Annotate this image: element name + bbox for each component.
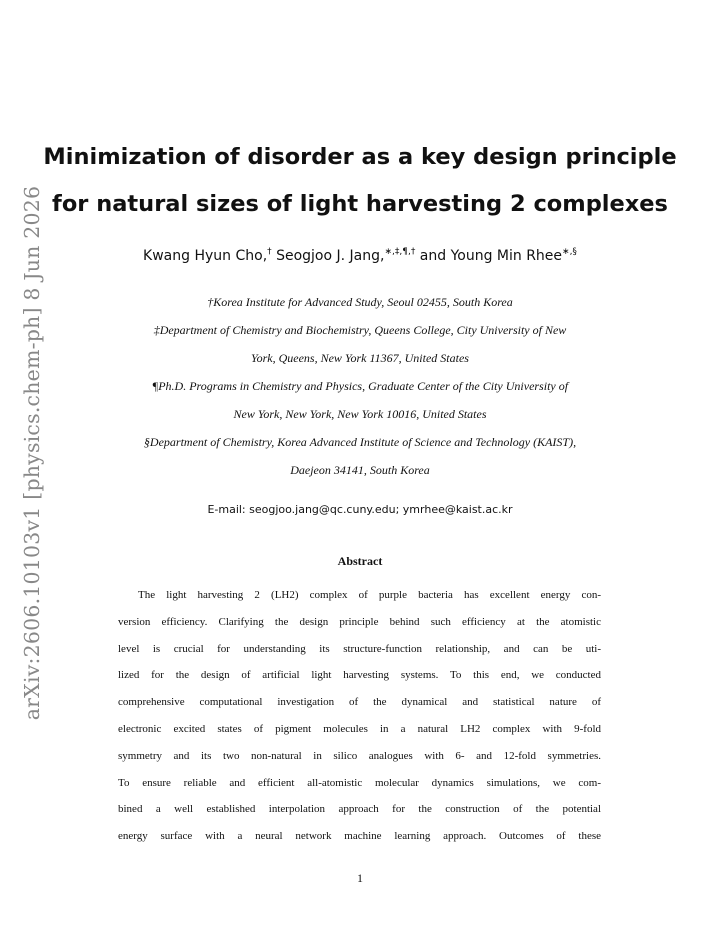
abstract-line: bined a well established interpolation approach for the construction of the potential <box>118 803 601 816</box>
affiliations <box>86 288 634 484</box>
author-name: Seogjoo J. Jang, <box>276 248 385 264</box>
abstract-line: energy surface with a neural network machine learning approach. Outcomes of these <box>118 830 601 843</box>
affiliation-line: Daejeon 34141, South Korea <box>290 463 430 477</box>
abstract-line: comprehensive computational investigation of the dynamical and statistical nature of <box>118 696 601 709</box>
paper-title <box>0 134 720 228</box>
abstract-line: level is crucial for understanding its structure-function relationship, and can be uti- <box>118 642 601 655</box>
abstract-line: symmetry and its two non-natural in silico analogues with 6- and 12-fold symmetries. <box>118 749 601 762</box>
abstract-line: version efficiency. Clarifying the design principle behind such efficiency at the atomistic <box>118 615 601 628</box>
author-list <box>0 247 720 264</box>
affiliation-line: New York, New York, New York 10016, United States <box>233 407 487 421</box>
abstract-heading: Abstract <box>337 554 383 568</box>
author-marks: ∗,‡,¶,† <box>384 247 416 257</box>
abstract-body <box>118 582 601 850</box>
abstract-line: electronic excited states of pigment molecules in a natural LH2 complex with 9-fold <box>118 722 601 735</box>
author-marks: † <box>267 247 272 257</box>
abstract-line: To ensure reliable and efficient all-atomistic molecular dynamics simulations, we com- <box>118 776 601 789</box>
affiliation-line: §Department of Chemistry, Korea Advanced Institute of Science and Technology (KAIST), <box>143 435 577 449</box>
affiliation-line: ‡Department of Chemistry and Biochemistry, Queens College, City University of New <box>153 323 567 337</box>
arxiv-sidebar <box>14 185 50 720</box>
affiliation-line: ¶Ph.D. Programs in Chemistry and Physics, Graduate Center of the City University of <box>151 379 569 393</box>
title-line: Minimization of disorder as a key design principle <box>43 144 677 170</box>
author-name: and Young Min Rhee <box>419 248 563 264</box>
abstract-line: lized for the design of artificial light harvesting systems. To this end, we conducted <box>118 669 601 682</box>
page-number: 1 <box>357 871 363 885</box>
author-marks: ∗,§ <box>562 247 577 257</box>
affiliation-line: York, Queens, New York 11367, United States <box>251 351 469 365</box>
abstract-line: The light harvesting 2 (LH2) complex of purple bacteria has excellent energy con- <box>138 589 601 601</box>
affiliation-line: †Korea Institute for Advanced Study, Seoul 02455, South Korea <box>207 295 513 309</box>
arxiv-identifier: arXiv:2606.10103v1 [physics.chem-ph] 8 Jun 2026 <box>20 185 44 720</box>
title-line: for natural sizes of light harvesting 2 complexes <box>52 191 668 217</box>
contact-email: E-mail: seogjoo.jang@qc.cuny.edu; ymrhee@kaist.ac.kr <box>207 503 513 516</box>
author-name: Kwang Hyun Cho, <box>143 248 268 264</box>
